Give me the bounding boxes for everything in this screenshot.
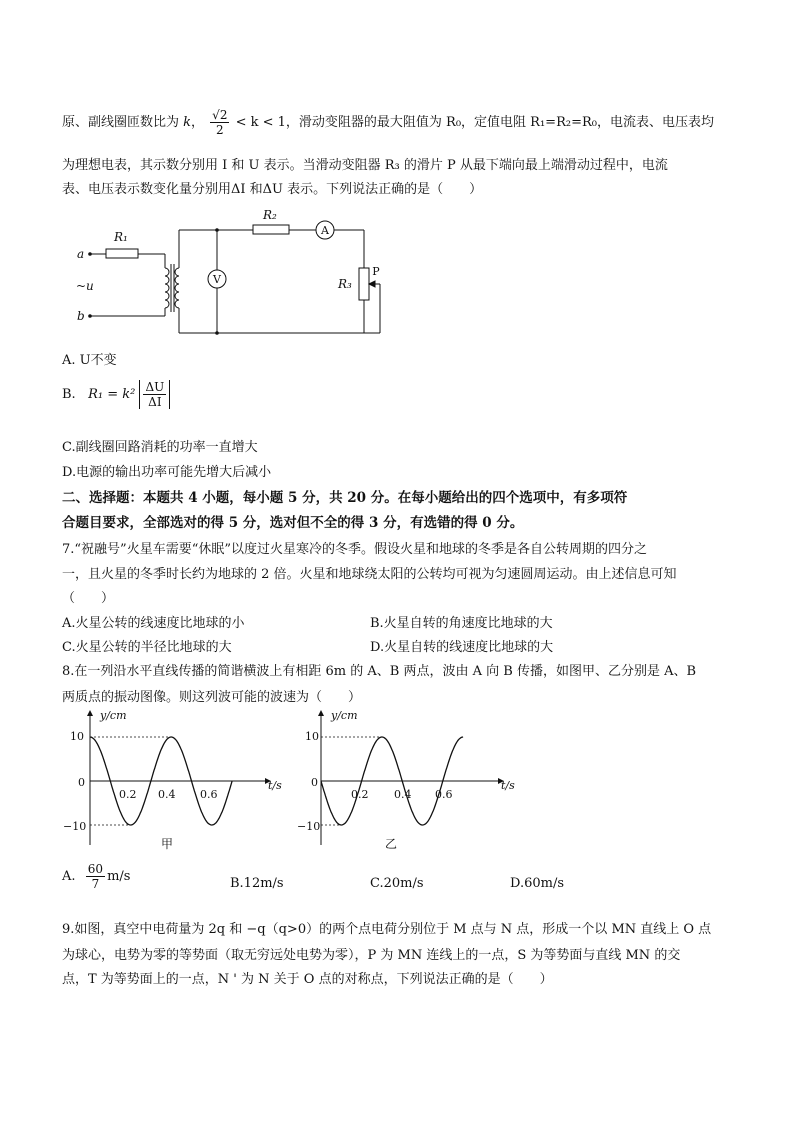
q8-option-b: B.12m/s [230, 876, 284, 891]
q8-line-2: 两质点的振动图像。则这列波可能的波速为（ ） [62, 690, 362, 705]
y-axis-label: y/cm [331, 709, 358, 722]
r2-label: R₂ [263, 208, 277, 222]
q6-option-a: A. U不变 [62, 353, 117, 368]
graph-caption-jia: 甲 [161, 837, 174, 851]
q7-option-b: B.火星自转的角速度比地球的大 [370, 616, 553, 631]
q6-option-d: D.电源的输出功率可能先增大后减小 [62, 465, 272, 480]
source-label: ~u [76, 279, 94, 293]
x-tick-0.6: 0.6 [435, 788, 453, 801]
q7-option-a: A.火星公转的线速度比地球的小 [62, 616, 245, 631]
y-tick-minus10: −10 [63, 820, 87, 833]
y-tick-minus10: −10 [297, 820, 321, 833]
terminal-a-label: a [77, 247, 85, 261]
x-tick-0.2: 0.2 [351, 788, 369, 801]
q7-option-c: C.火星公转的半径比地球的大 [62, 640, 232, 655]
r3-label: R₃ [338, 277, 352, 291]
x-axis-label: t/s [501, 779, 515, 792]
x-axis-label: t/s [268, 779, 282, 792]
x-tick-0.4: 0.4 [394, 788, 412, 801]
vibration-graph-yi [275, 705, 535, 855]
q6-line-2: 为理想电表，其示数分别用 I 和 U 表示。当滑动变阻器 R₃ 的滑片 P 从最下端向最上端滑动过程中，电流 [62, 158, 668, 173]
x-tick-0.2: 0.2 [119, 788, 137, 801]
x-tick-0.4: 0.4 [158, 788, 176, 801]
q6-line-3: 表、电压表示数变化量分别用ΔI 和ΔU 表示。下列说法正确的是（ ） [62, 182, 483, 197]
q6-option-c: C.副线圈回路消耗的功率一直增大 [62, 440, 258, 455]
q8-line-1: 8.在一列沿水平直线传播的简谐横波上有相距 6m 的 A、B 两点，波由 A 向 B 传播，如图甲、乙分别是 A、B [62, 664, 697, 679]
q9-line-2: 为球心，电势为零的等势面（取无穷远处电势为零），P 为 MN 连线上的一点，S 为等势面与直线 MN 的交 [62, 948, 681, 963]
q7-option-d: D.火星自转的线速度比地球的大 [370, 640, 554, 655]
x-tick-0.6: 0.6 [200, 788, 218, 801]
vibration-graph-jia [60, 705, 300, 855]
y-tick-0: 0 [78, 776, 85, 789]
y-tick-0: 0 [311, 776, 318, 789]
sqrt2-over-2: $\frac{√2}{2}$ [212, 108, 228, 137]
q7-line-3: （ ） [62, 591, 115, 606]
section2-heading-line1: 二、选择题：本题共 4 小题，每小题 5 分，共 20 分。在每小题给出的四个选项中，有多项符 [62, 490, 628, 506]
r1-label: R₁ [114, 230, 128, 244]
q7-line-2: 一，且火星的冬季时长约为地球的 2 倍。火星和地球绕太阳的公转均可视为匀速圆周运动。由上述信息可知 [62, 567, 677, 582]
section2-heading-line2: 合题目要求，全部选对的得 5 分，选对但不全的得 3 分，有选错的得 0 分。 [62, 515, 524, 531]
y-axis-label: y/cm [100, 709, 127, 722]
slider-label: P [372, 265, 380, 278]
q8-option-c: C.20m/s [370, 876, 424, 891]
q6-option-b: B. R₁ = k² $\frac{\Delta U}{\Delta I}$ [62, 380, 170, 409]
ammeter-label: A [321, 224, 329, 237]
voltmeter-label: V [213, 273, 221, 286]
graph-caption-yi: 乙 [385, 837, 398, 851]
q9-line-3: 点，T 为等势面上的一点，N ' 为 N 关于 O 点的对称点，下列说法正确的是（ ） [62, 972, 553, 987]
q7-line-1: 7.“祝融号”火星车需要“休眠”以度过火星寒冷的冬季。假设火星和地球的冬季是各自公转周期的四分之 [62, 542, 647, 557]
q8-option-a: A. $\frac{60}{7}$ m/s [62, 862, 131, 891]
y-tick-10: 10 [305, 730, 319, 743]
q6-line-1: 原、副线圈匝数比为 k， $\frac{√2}{2}$ < k < 1，滑动变阻器的最大阻值为 R₀，定值电阻 R₁=R₂=R₀，电流表、电压表均 [62, 108, 714, 137]
transformer-circuit-diagram [70, 200, 415, 340]
terminal-b-label: b [77, 309, 85, 323]
y-tick-10: 10 [70, 730, 84, 743]
q9-line-1: 9.如图，真空中电荷量为 2q 和 −q（q>0）的两个点电荷分别位于 M 点与 N 点，形成一个以 MN 直线上 O 点 [62, 922, 712, 937]
q8-option-d: D.60m/s [510, 876, 565, 891]
